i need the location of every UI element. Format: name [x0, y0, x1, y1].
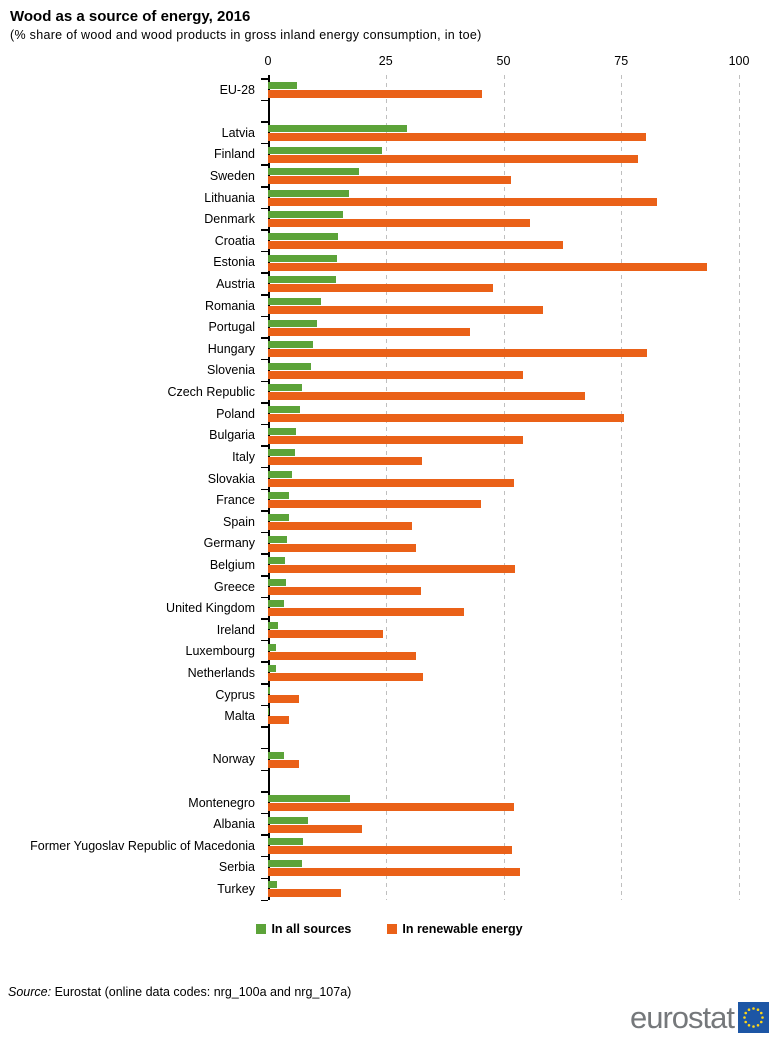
chart-row: [0, 792, 739, 814]
country-label: Croatia: [214, 233, 255, 248]
bar-renewable-energy: [268, 500, 481, 508]
country-label: Germany: [203, 536, 255, 551]
bar-renewable-energy: [268, 457, 422, 465]
country-label: United Kingdom: [166, 601, 255, 616]
bar-group: [268, 706, 739, 728]
bar-renewable-energy: [268, 133, 646, 141]
country-label: Albania: [213, 817, 255, 832]
x-axis-tick-labels: [264, 54, 750, 70]
bar-renewable-energy: [268, 155, 638, 163]
bar-group: [268, 403, 739, 425]
bar-all-sources: [268, 255, 337, 262]
axis-tick: [261, 229, 268, 231]
axis-tick: [261, 424, 268, 426]
bar-group: [268, 122, 739, 144]
bar-rows: [0, 79, 739, 900]
axis-tick: [261, 100, 268, 102]
axis-tick: [261, 359, 268, 361]
axis-tick: [261, 510, 268, 512]
bar-renewable-energy: [268, 652, 416, 660]
axis-tick: [261, 900, 268, 902]
country-label: Austria: [216, 277, 255, 292]
bar-all-sources: [268, 82, 297, 89]
chart-row: [0, 706, 739, 728]
axis-tick: [261, 272, 268, 274]
bar-group: [268, 554, 739, 576]
axis-tick: [261, 532, 268, 534]
chart-row: [0, 533, 739, 555]
bar-all-sources: [268, 644, 276, 651]
axis-tick: [261, 381, 268, 383]
country-label: Poland: [216, 406, 255, 421]
bar-all-sources: [268, 492, 289, 499]
axis-tick: [261, 337, 268, 339]
legend-label: In all sources: [271, 922, 352, 936]
country-label: Denmark: [204, 212, 255, 227]
bar-all-sources: [268, 384, 302, 391]
axis-tick: [261, 489, 268, 491]
bar-all-sources: [268, 211, 343, 218]
bar-group: [268, 749, 739, 771]
bar-renewable-energy: [268, 306, 543, 314]
bar-group: [268, 662, 739, 684]
chart-row: [0, 662, 739, 684]
x-tick-label: 0: [264, 54, 272, 68]
bar-all-sources: [268, 708, 269, 715]
chart-row: [0, 857, 739, 879]
bar-group: [268, 79, 739, 101]
bar-all-sources: [268, 665, 276, 672]
country-label: Montenegro: [188, 795, 255, 810]
bar-renewable-energy: [268, 198, 657, 206]
bar-all-sources: [268, 147, 382, 154]
axis-tick: [261, 813, 268, 815]
axis-tick: [261, 553, 268, 555]
bar-group: [268, 641, 739, 663]
bar-all-sources: [268, 514, 289, 521]
bar-renewable-energy: [268, 479, 514, 487]
row-spacer: [0, 727, 739, 749]
country-label: Portugal: [208, 320, 255, 335]
bar-all-sources: [268, 233, 338, 240]
country-label: Lithuania: [204, 190, 255, 205]
bar-group: [268, 425, 739, 447]
country-label: Slovakia: [207, 471, 255, 486]
chart-row: [0, 209, 739, 231]
bar-group: [268, 209, 739, 231]
chart-row: [0, 144, 739, 166]
country-label: Netherlands: [187, 666, 255, 680]
axis-tick: [261, 445, 268, 447]
bar-renewable-energy: [268, 803, 514, 811]
bar-all-sources: [268, 428, 296, 435]
x-tick-label: 25: [378, 54, 393, 68]
legend-label: In renewable energy: [402, 922, 523, 936]
bar-group: [268, 446, 739, 468]
bar-renewable-energy: [268, 695, 299, 703]
chart-row: [0, 576, 739, 598]
chart-row: [0, 814, 739, 836]
chart-row: [0, 749, 739, 771]
axis-tick: [261, 705, 268, 707]
bar-all-sources: [268, 168, 359, 175]
bar-renewable-energy: [268, 328, 470, 336]
axis-tick: [261, 294, 268, 296]
country-label: Sweden: [209, 168, 255, 183]
bar-all-sources: [268, 838, 303, 845]
x-tick-label: 75: [614, 54, 629, 68]
chart-row: [0, 252, 739, 274]
bar-group: [268, 317, 739, 339]
country-label: Bulgaria: [209, 428, 255, 443]
axis-tick: [261, 467, 268, 469]
eurostat-logo-text: eurostat: [629, 1000, 734, 1035]
country-label: Norway: [212, 752, 255, 767]
axis-tick: [261, 597, 268, 599]
bar-group: [268, 273, 739, 295]
chart-row: [0, 468, 739, 490]
country-label: Greece: [214, 579, 255, 594]
axis-tick: [261, 78, 268, 80]
bar-renewable-energy: [268, 760, 299, 768]
chart-row: [0, 273, 739, 295]
bar-renewable-energy: [268, 414, 624, 422]
country-label: France: [216, 493, 255, 508]
legend-item: [256, 922, 351, 936]
chart-row: [0, 360, 739, 382]
row-spacer: [0, 101, 739, 123]
bar-renewable-energy: [268, 587, 421, 595]
axis-tick: [261, 791, 268, 793]
chart-row: [0, 425, 739, 447]
bar-renewable-energy: [268, 371, 523, 379]
bar-group: [268, 468, 739, 490]
bar-renewable-energy: [268, 90, 482, 98]
bar-group: [268, 879, 739, 901]
chart-row: [0, 79, 739, 101]
country-label: EU-28: [219, 82, 255, 97]
bar-all-sources: [268, 579, 286, 586]
axis-tick: [261, 770, 268, 772]
source-note: [8, 985, 351, 999]
bar-group: [268, 511, 739, 533]
country-label: Belgium: [209, 557, 255, 572]
bar-all-sources: [268, 298, 321, 305]
chart-row: [0, 122, 739, 144]
bar-all-sources: [268, 125, 407, 132]
bar-group: [268, 230, 739, 252]
bar-renewable-energy: [268, 673, 423, 681]
bar-group: [268, 144, 739, 166]
bar-all-sources: [268, 320, 317, 327]
bar-all-sources: [268, 600, 284, 607]
source-label: Source:: [8, 985, 52, 999]
country-label: Spain: [223, 514, 255, 529]
plot-area: [0, 75, 779, 900]
bar-all-sources: [268, 471, 292, 478]
country-label: Finland: [214, 147, 255, 162]
chart-row: [0, 554, 739, 576]
country-label: Czech Republic: [167, 385, 255, 400]
chart-row: [0, 446, 739, 468]
bar-renewable-energy: [268, 241, 563, 249]
bar-all-sources: [268, 341, 313, 348]
chart-row: [0, 598, 739, 620]
axis-tick: [261, 186, 268, 188]
chart-row: [0, 490, 739, 512]
bar-group: [268, 792, 739, 814]
bar-renewable-energy: [268, 846, 512, 854]
axis-tick: [261, 856, 268, 858]
bar-group: [268, 360, 739, 382]
chart-row: [0, 641, 739, 663]
source-text: Eurostat (online data codes: nrg_100a and nrg_107a): [54, 985, 352, 999]
axis-tick: [261, 834, 268, 836]
country-label: Latvia: [221, 125, 255, 140]
bar-renewable-energy: [268, 349, 647, 357]
legend-swatch-icon: [256, 924, 266, 934]
bar-group: [268, 684, 739, 706]
country-label: Hungary: [207, 341, 255, 356]
bar-group: [268, 382, 739, 404]
axis-tick: [261, 726, 268, 728]
bar-group: [268, 576, 739, 598]
x-tick-label: 100: [728, 54, 750, 68]
legend-swatch-icon: [387, 924, 397, 934]
country-label: Cyprus: [215, 687, 255, 702]
axis-tick: [261, 143, 268, 145]
bar-renewable-energy: [268, 868, 520, 876]
country-label: Slovenia: [207, 363, 255, 378]
bar-group: [268, 533, 739, 555]
chart-row: [0, 835, 739, 857]
country-label: Serbia: [218, 860, 255, 875]
axis-tick: [261, 661, 268, 663]
chart-row: [0, 230, 739, 252]
bar-all-sources: [268, 860, 302, 867]
axis-tick: [261, 208, 268, 210]
chart-row: [0, 511, 739, 533]
country-label: Ireland: [216, 622, 255, 637]
bar-all-sources: [268, 687, 270, 694]
bar-group: [268, 857, 739, 879]
bar-renewable-energy: [268, 630, 383, 638]
bar-renewable-energy: [268, 436, 523, 444]
axis-tick: [261, 575, 268, 577]
country-label: Former Yugoslav Republic of Macedonia: [30, 838, 255, 853]
chart-row: [0, 684, 739, 706]
x-tick-label: 50: [496, 54, 511, 68]
axis-tick: [261, 316, 268, 318]
bar-all-sources: [268, 406, 300, 413]
chart-row: [0, 187, 739, 209]
legend: [0, 922, 779, 936]
bar-all-sources: [268, 752, 284, 759]
bar-renewable-energy: [268, 565, 515, 573]
bar-renewable-energy: [268, 284, 493, 292]
chart-subtitle: (% share of wood and wood products in gross inland energy consumption, in toe): [10, 28, 482, 42]
chart-row: [0, 382, 739, 404]
axis-tick: [261, 683, 268, 685]
bar-group: [268, 814, 739, 836]
bar-all-sources: [268, 622, 278, 629]
bar-all-sources: [268, 536, 287, 543]
axis-tick: [261, 878, 268, 880]
bar-renewable-energy: [268, 263, 707, 271]
bar-renewable-energy: [268, 522, 412, 530]
bar-all-sources: [268, 817, 308, 824]
country-label: Estonia: [213, 255, 255, 270]
axis-tick: [261, 164, 268, 166]
axis-tick: [261, 121, 268, 123]
bar-all-sources: [268, 190, 349, 197]
bar-all-sources: [268, 449, 295, 456]
bar-group: [268, 835, 739, 857]
eurostat-logo: [630, 1002, 769, 1033]
bar-group: [268, 338, 739, 360]
country-label: Italy: [232, 449, 255, 464]
bar-renewable-energy: [268, 716, 289, 724]
axis-tick: [261, 748, 268, 750]
bar-renewable-energy: [268, 889, 341, 897]
bar-all-sources: [268, 881, 277, 888]
row-spacer: [0, 771, 739, 793]
bar-group: [268, 295, 739, 317]
axis-tick: [261, 640, 268, 642]
bar-group: [268, 598, 739, 620]
bar-all-sources: [268, 363, 311, 370]
bar-all-sources: [268, 276, 336, 283]
country-label: Luxembourg: [185, 644, 255, 659]
chart-row: [0, 338, 739, 360]
bar-group: [268, 619, 739, 641]
axis-tick: [261, 618, 268, 620]
country-label: Malta: [224, 709, 255, 724]
bar-all-sources: [268, 795, 350, 802]
eu-flag-icon: [738, 1002, 769, 1033]
gridline: [739, 75, 740, 900]
bar-renewable-energy: [268, 219, 530, 227]
chart-row: [0, 165, 739, 187]
bar-renewable-energy: [268, 392, 585, 400]
bar-group: [268, 252, 739, 274]
bar-group: [268, 187, 739, 209]
bar-all-sources: [268, 557, 285, 564]
axis-tick: [261, 251, 268, 253]
chart-row: [0, 879, 739, 901]
bar-renewable-energy: [268, 544, 416, 552]
chart-row: [0, 295, 739, 317]
bar-group: [268, 165, 739, 187]
bar-renewable-energy: [268, 825, 362, 833]
bar-group: [268, 490, 739, 512]
axis-tick: [261, 402, 268, 404]
legend-item: [387, 922, 522, 936]
bar-renewable-energy: [268, 176, 511, 184]
chart-row: [0, 619, 739, 641]
bar-renewable-energy: [268, 608, 464, 616]
country-label: Turkey: [217, 882, 255, 897]
chart-row: [0, 403, 739, 425]
chart-title: Wood as a source of energy, 2016: [10, 8, 251, 25]
country-label: Romania: [204, 298, 255, 313]
chart-row: [0, 317, 739, 339]
